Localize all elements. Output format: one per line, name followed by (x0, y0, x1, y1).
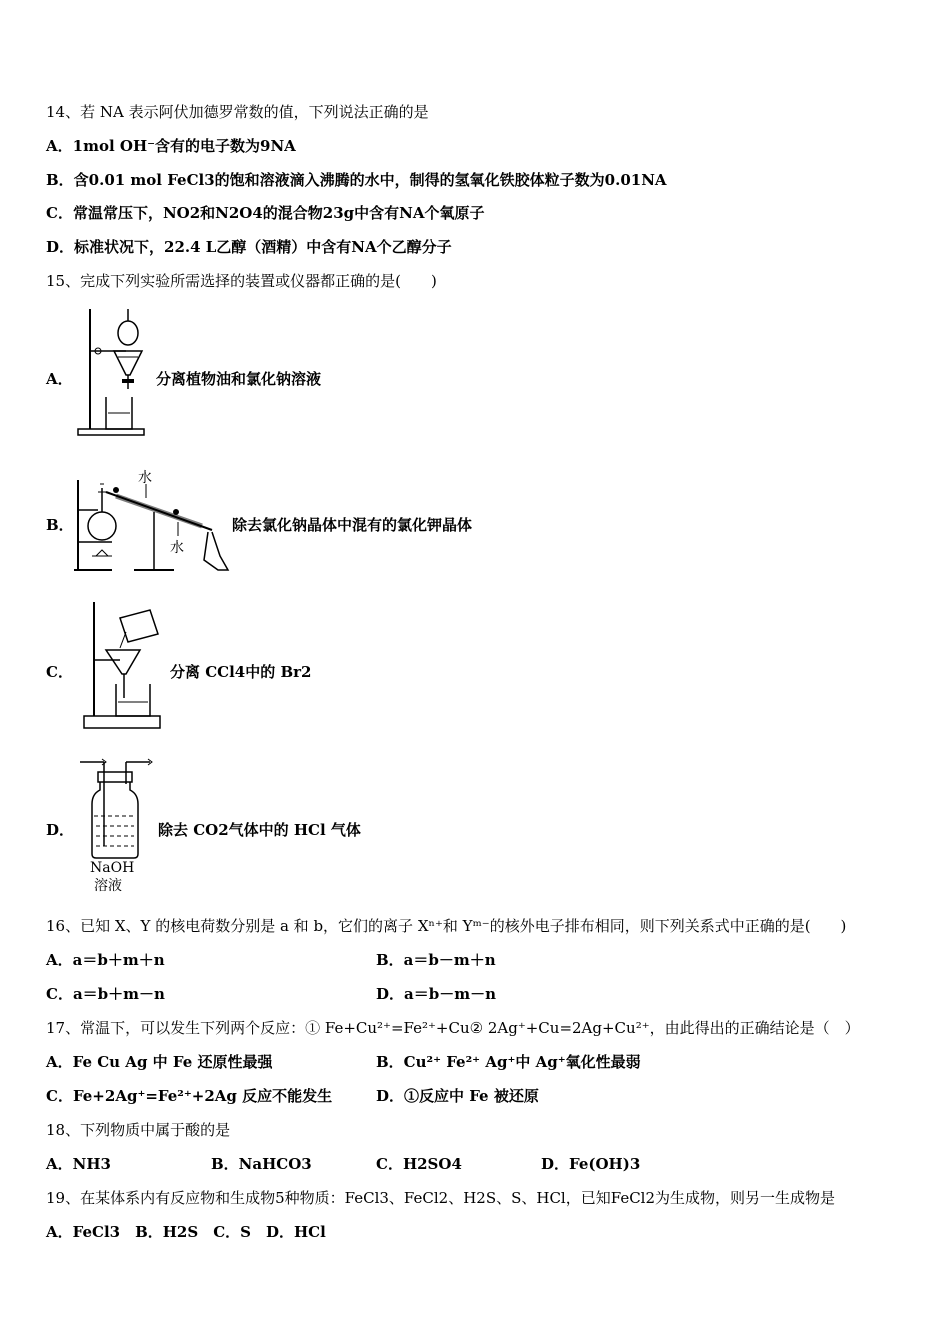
q16-option-a: A．a＝b＋m＋n (46, 951, 165, 969)
distillation-apparatus-figure (72, 466, 232, 576)
q16-option-b: B．a＝b－m＋n (376, 951, 496, 969)
gas-washing-bottle-figure (76, 754, 156, 894)
q15-stem: 15、完成下列实验所需选择的装置或仪器都正确的是( ) (46, 272, 437, 290)
filtration-apparatus-figure (80, 598, 164, 732)
q16-option-d: D．a＝b－m－n (376, 985, 496, 1003)
q18-option-a: A．NH3 (46, 1155, 111, 1173)
q17-option-a: A．Fe Cu Ag 中 Fe 还原性最强 (46, 1053, 273, 1071)
q15-option-a-label: A． (46, 370, 73, 388)
q15-option-c-label: C． (46, 663, 73, 681)
q15-option-c-text: 分离 CCl4中的 Br2 (170, 663, 312, 681)
solution-label: 溶液 (94, 878, 122, 894)
q19-stem: 19、在某体系内有反应物和生成物5种物质：FeCl3、FeCl2、H2S、S、HCl，已知FeCl2为生成物，则另一生成物是 (46, 1189, 836, 1207)
q15-option-d-label: D． (46, 821, 75, 839)
water-in-label: 水 (138, 470, 152, 486)
q16-option-c: C．a＝b＋m－n (46, 985, 165, 1003)
q14-option-b: B．含0.01 mol FeCl3的饱和溶液滴入沸腾的水中，制得的氢氧化铁胶体粒子数为0.01NA (46, 171, 667, 189)
q15-option-b-text: 除去氯化钠晶体中混有的氯化钾晶体 (232, 516, 473, 534)
q15-option-a-text: 分离植物油和氯化钠溶液 (156, 370, 322, 388)
q18-option-d: D．Fe(OH)3 (541, 1155, 641, 1173)
q17-option-c: C．Fe+2Ag⁺=Fe²⁺+2Ag 反应不能发生 (46, 1087, 333, 1105)
q18-option-b: B．NaHCO3 (211, 1155, 312, 1173)
q14-option-c: C．常温常压下，NO2和N2O4的混合物23g中含有NA个氧原子 (46, 204, 485, 222)
q18-stem: 18、下列物质中属于酸的是 (46, 1121, 231, 1139)
q14-option-d: D．标准状况下，22.4 L乙醇（酒精）中含有NA个乙醇分子 (46, 238, 452, 256)
q19-options: A．FeCl3 B．H2S C．S D．HCl (46, 1223, 326, 1241)
separatory-funnel-figure (76, 305, 156, 437)
q14-option-a: A．1mol OH⁻含有的电子数为9NA (46, 137, 296, 155)
q14-stem: 14、若 NA 表示阿伏加德罗常数的值，下列说法正确的是 (46, 103, 429, 121)
q15-option-b-label: B． (46, 516, 74, 534)
q17-option-b: B．Cu²⁺ Fe²⁺ Ag⁺中 Ag⁺氧化性最弱 (376, 1053, 641, 1071)
q15-option-d-text: 除去 CO2气体中的 HCl 气体 (158, 821, 361, 839)
q16-stem: 16、已知 X、Y 的核电荷数分别是 a 和 b，它们的离子 Xⁿ⁺和 Yᵐ⁻的核外电子排布相同，则下列关系式中正确的是( ) (46, 917, 847, 935)
water-out-label: 水 (170, 540, 184, 556)
q17-option-d: D．①反应中 Fe 被还原 (376, 1087, 539, 1105)
q17-stem: 17、常温下，可以发生下列两个反应：① Fe+Cu²⁺=Fe²⁺+Cu② 2Ag⁺+Cu=2Ag+Cu²⁺，由此得出的正确结论是（ ） (46, 1019, 860, 1037)
naoh-label: NaOH (90, 860, 135, 876)
q18-option-c: C．H2SO4 (376, 1155, 462, 1173)
